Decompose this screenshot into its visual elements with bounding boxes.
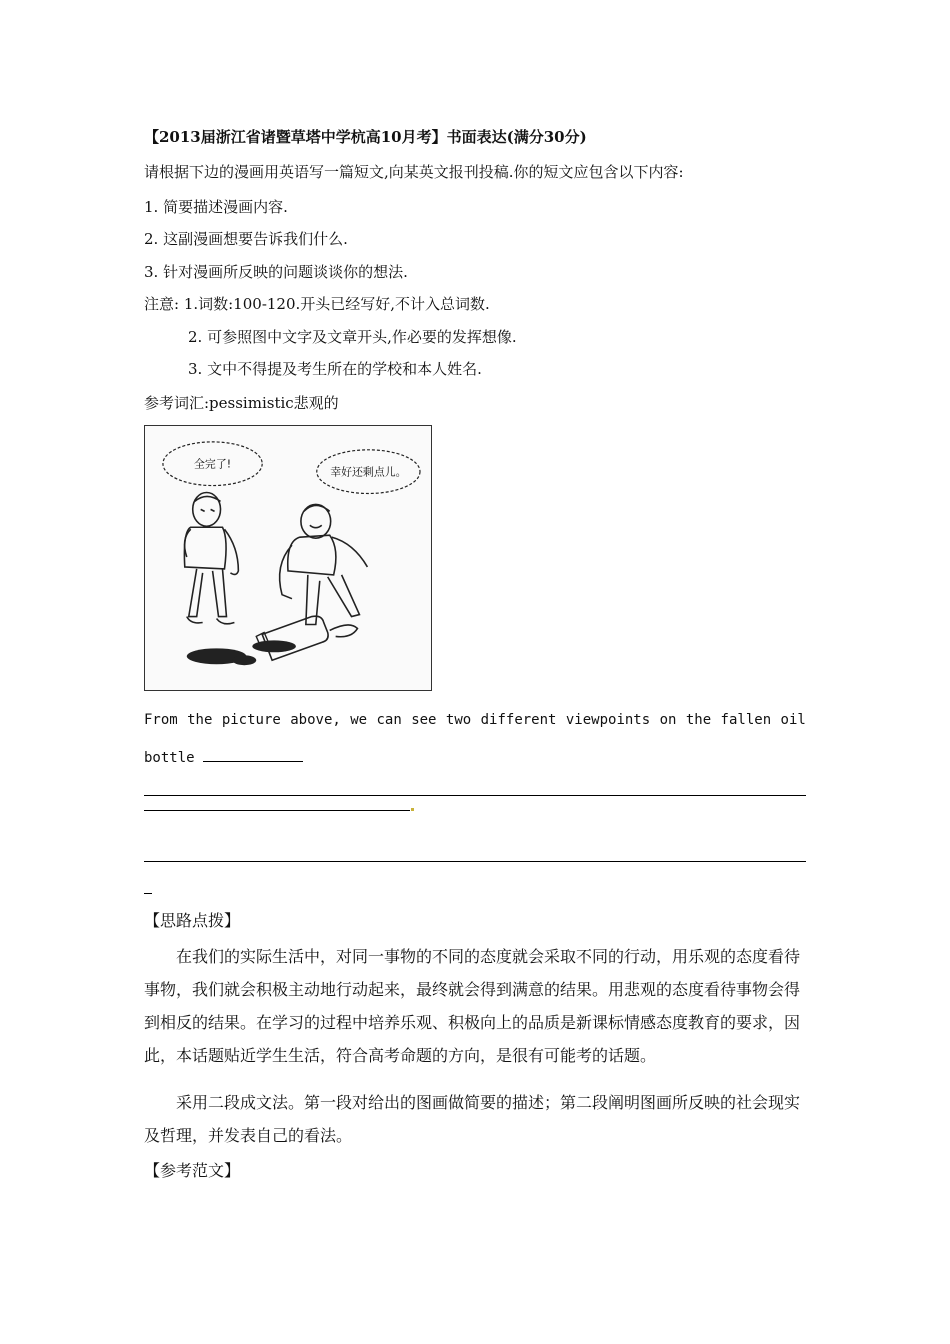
opening-word: bottle bbox=[144, 750, 195, 766]
opening-word: on bbox=[659, 712, 677, 728]
fallen-oil-bottle bbox=[187, 616, 328, 665]
essay-opening-line-1 bbox=[144, 710, 806, 730]
opening-word: From bbox=[144, 712, 178, 728]
opening-word: can bbox=[376, 712, 402, 728]
answer-line bbox=[144, 861, 806, 862]
opening-word: above, bbox=[290, 712, 341, 728]
opening-word: the bbox=[187, 712, 213, 728]
opening-word: viewpoints bbox=[565, 712, 651, 728]
page-title: 【2013届浙江省诸暨草塔中学杭高10月考】书面表达(满分30分) bbox=[144, 128, 587, 146]
answer-line bbox=[144, 810, 410, 811]
opening-word: the bbox=[685, 712, 712, 728]
bubble-left-text: 全完了! bbox=[194, 457, 232, 471]
instructions-intro: 请根据下边的漫画用英语写一篇短文,向某英文报刊投稿.你的短文应包含以下内容: bbox=[144, 163, 684, 181]
opening-word: different bbox=[480, 712, 557, 728]
analysis-paragraph-2: 采用二段成文法。第一段对给出的图画做简要的描述；第二段阐明图画所反映的社会现实及哲理，并发表自己的看法。 bbox=[144, 1093, 801, 1145]
opening-word: picture bbox=[221, 712, 281, 728]
answer-line bbox=[144, 893, 152, 894]
analysis-heading: 【思路点拨】 bbox=[144, 911, 241, 930]
note-1: 注意: 1.词数:100-120.开头已经写好,不计入总词数. bbox=[144, 295, 490, 313]
opening-word: see bbox=[411, 712, 437, 728]
optimist-figure bbox=[280, 504, 368, 636]
vocab-hint: 参考词汇:pessimistic悲观的 bbox=[144, 394, 339, 412]
stray-mark bbox=[411, 808, 414, 811]
opening-word: fallen bbox=[720, 712, 772, 728]
instruction-item-2: 2. 这副漫画想要告诉我们什么. bbox=[144, 230, 348, 248]
answer-line bbox=[144, 795, 806, 796]
cartoon-image bbox=[144, 425, 432, 691]
essay-opening-line-2 bbox=[144, 747, 303, 768]
instruction-item-1: 1. 简要描述漫画内容. bbox=[144, 198, 288, 216]
instruction-item-3: 3. 针对漫画所反映的问题谈谈你的想法. bbox=[144, 263, 408, 281]
opening-word: two bbox=[445, 712, 472, 728]
opening-word: oil bbox=[780, 712, 806, 728]
analysis-paragraph-1: 在我们的实际生活中，对同一事物的不同的态度就会采取不同的行动，用乐观的态度看待事物，我们就会积极主动地行动起来，最终就会得到满意的结果。用悲观的态度看待事物会得到相反的结果。在学习的过程中培养乐观、积极向上的品质是新课标情感态度教育的要求，因此，本话题贴近学生生活，符合高考命题的方向，是很有可能考的话题。 bbox=[144, 947, 801, 1065]
sample-heading: 【参考范文】 bbox=[144, 1161, 241, 1180]
opening-word: we bbox=[350, 712, 368, 728]
note-3: 3. 文中不得提及考生所在的学校和本人姓名. bbox=[188, 360, 482, 378]
bubble-right-text: 幸好还剩点儿。 bbox=[330, 465, 407, 479]
answer-blank-short bbox=[203, 747, 303, 762]
note-2: 2. 可参照图中文字及文章开头,作必要的发挥想像. bbox=[188, 328, 517, 346]
pessimist-figure bbox=[184, 492, 238, 623]
